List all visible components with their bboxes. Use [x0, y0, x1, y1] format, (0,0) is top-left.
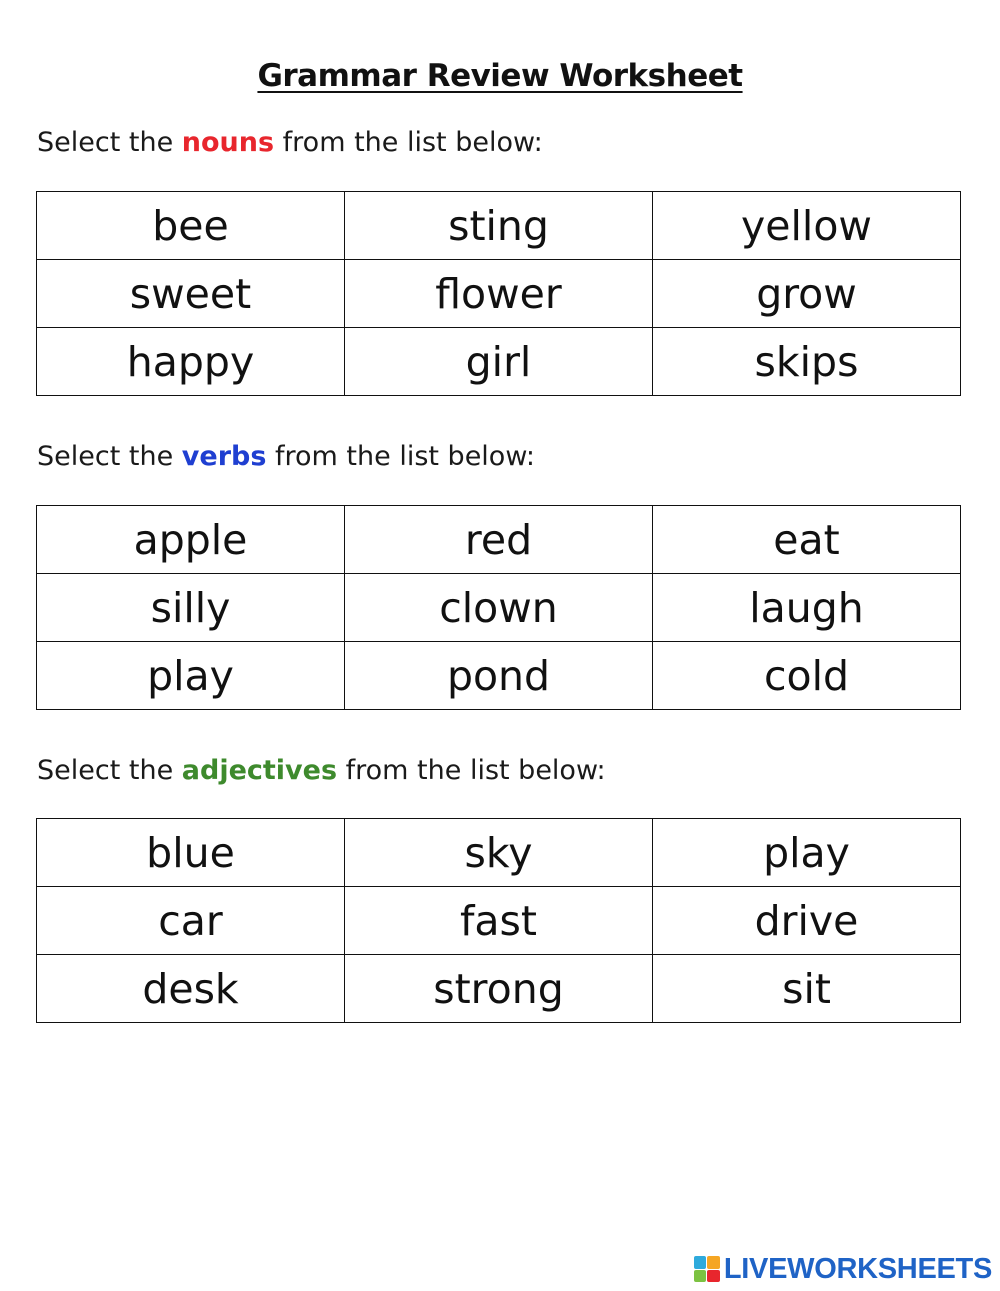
- word-cell[interactable]: bee: [37, 192, 345, 260]
- word-cell[interactable]: sky: [345, 819, 653, 887]
- word-cell[interactable]: drive: [653, 887, 961, 955]
- nouns-instruction: [37, 127, 543, 158]
- instruction-suffix: from the list below:: [274, 127, 543, 158]
- worksheet-title: Grammar Review Worksheet: [257, 58, 743, 94]
- word-cell[interactable]: girl: [345, 328, 653, 396]
- table-row: [37, 642, 961, 710]
- verbs-instruction: [37, 441, 535, 472]
- instruction-prefix: Select the: [37, 755, 182, 786]
- word-cell[interactable]: sweet: [37, 260, 345, 328]
- word-cell[interactable]: flower: [345, 260, 653, 328]
- instruction-suffix: from the list below:: [266, 441, 536, 472]
- adjectives-keyword: adjectives: [181, 755, 338, 786]
- table-row: [37, 506, 961, 574]
- word-cell[interactable]: fast: [345, 887, 653, 955]
- brand-name: LIVEWORKSHEETS: [723, 1252, 992, 1285]
- word-cell[interactable]: eat: [653, 506, 961, 574]
- word-cell[interactable]: grow: [653, 260, 961, 328]
- word-cell[interactable]: happy: [37, 328, 345, 396]
- logo-block: [707, 1256, 720, 1269]
- word-cell[interactable]: desk: [37, 955, 345, 1023]
- table-row: [37, 887, 961, 955]
- verbs-word-table: [36, 505, 961, 710]
- logo-block: [694, 1256, 707, 1269]
- adjectives-word-table: [36, 818, 961, 1023]
- instruction-prefix: Select the: [37, 127, 182, 158]
- word-cell[interactable]: strong: [345, 955, 653, 1023]
- word-cell[interactable]: skips: [653, 328, 961, 396]
- word-cell[interactable]: laugh: [653, 574, 961, 642]
- verbs-keyword: verbs: [181, 441, 267, 472]
- word-cell[interactable]: sit: [653, 955, 961, 1023]
- word-cell[interactable]: silly: [37, 574, 345, 642]
- word-cell[interactable]: blue: [37, 819, 345, 887]
- table-row: [37, 819, 961, 887]
- word-cell[interactable]: play: [653, 819, 961, 887]
- nouns-word-table: [36, 191, 961, 396]
- nouns-keyword: nouns: [181, 127, 275, 158]
- table-row: [37, 955, 961, 1023]
- liveworksheets-branding[interactable]: [694, 1251, 992, 1287]
- word-cell[interactable]: clown: [345, 574, 653, 642]
- word-cell[interactable]: play: [37, 642, 345, 710]
- logo-block: [694, 1270, 707, 1283]
- word-cell[interactable]: pond: [345, 642, 653, 710]
- instruction-prefix: Select the: [37, 441, 182, 472]
- table-row: [37, 192, 961, 260]
- logo-block: [707, 1270, 720, 1283]
- word-cell[interactable]: red: [345, 506, 653, 574]
- word-cell[interactable]: yellow: [653, 192, 961, 260]
- table-row: [37, 574, 961, 642]
- liveworksheets-logo-icon: [694, 1256, 720, 1282]
- adjectives-instruction: [37, 755, 606, 786]
- table-row: [37, 328, 961, 396]
- table-row: [37, 260, 961, 328]
- word-cell[interactable]: apple: [37, 506, 345, 574]
- word-cell[interactable]: sting: [345, 192, 653, 260]
- instruction-suffix: from the list below:: [337, 755, 606, 786]
- word-cell[interactable]: car: [37, 887, 345, 955]
- word-cell[interactable]: cold: [653, 642, 961, 710]
